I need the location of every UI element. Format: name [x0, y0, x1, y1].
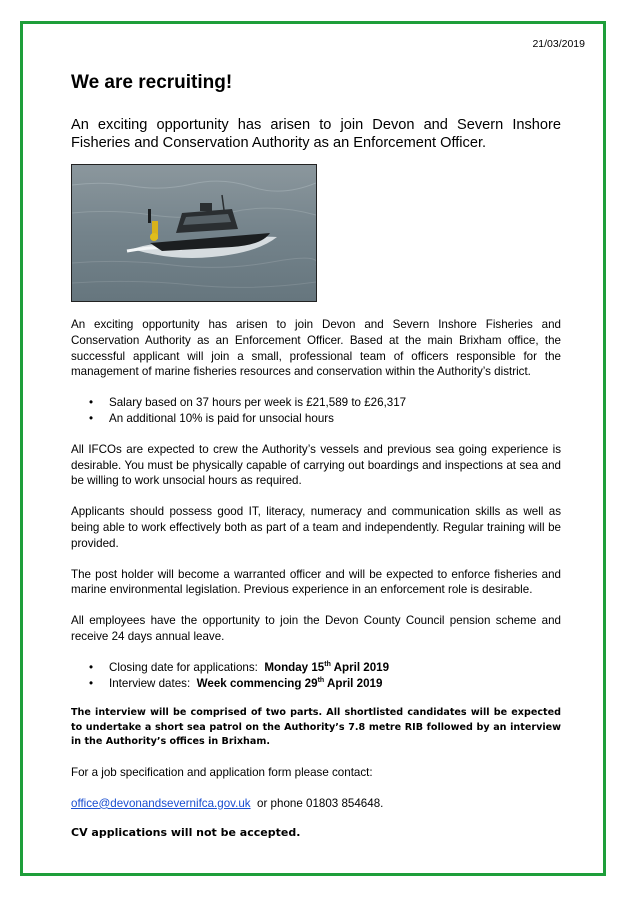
contact-email-link[interactable]: office@devonandsevernifca.gov.uk: [71, 796, 251, 810]
page-title: We are recruiting!: [71, 72, 233, 93]
description-paragraph: An exciting opportunity has arisen to join Devon and Severn Inshore Fisheries and Conservation Authority as an Enforcement Officer. Based at the main Brixham office, the successful applicant will join a small, professional team of officers responsible for the management of marine fisheries resources and conservation within the Authority’s district.: [71, 318, 561, 379]
contact-intro: For a job specification and application form please contact:: [71, 765, 373, 779]
intro-text: An exciting opportunity has arisen to join Devon and Severn Inshore Fisheries and Conservation Authority as an Enforcement Officer.: [71, 117, 561, 151]
interview-date-label: Interview dates:: [109, 676, 191, 690]
cv-note: CV applications will not be accepted.: [71, 826, 301, 840]
interview-date-value: Week commencing 29th April 2019: [196, 676, 383, 690]
document-date: 21/03/2019: [532, 38, 585, 50]
contact-line: [71, 796, 561, 812]
list-item: • An additional 10% is paid for unsocial hours: [109, 411, 561, 427]
benefits-list: [71, 395, 561, 427]
contact-phone: or phone 01803 854648.: [257, 796, 384, 810]
list-item: • Salary based on 37 hours per week is £21,589 to £26,317: [109, 395, 561, 411]
closing-date-label: Closing date for applications:: [109, 660, 258, 674]
interview-date-item: [109, 676, 561, 692]
dates-list: [71, 660, 561, 692]
skills-paragraph: Applicants should possess good IT, literacy, numeracy and communication skills as well as being able to work effectively both as part of a team and independently. Regular training will be provided.: [71, 505, 561, 550]
interview-note: The interview will be comprised of two parts. All shortlisted candidates will be expected to undertake a short sea patrol on the Authority’s 7.8 metre RIB followed by an interview in the Authority’s offices in Brixham.: [71, 707, 561, 748]
closing-date-item: [109, 660, 561, 676]
pension-paragraph: All employees have the opportunity to join the Devon County Council pension scheme and receive 24 days annual leave.: [71, 614, 561, 643]
patrol-boat-photo: [71, 164, 317, 302]
closing-date-value: Monday 15th April 2019: [264, 660, 390, 674]
body-text: [71, 317, 561, 856]
warranted-officer-paragraph: The post holder will become a warranted officer and will be expected to enforce fisheries and marine environmental legislation. Previous experience in an enforcement role is desirable.: [71, 567, 561, 597]
requirements-paragraph: All IFCOs are expected to crew the Authority’s vessels and previous sea going experience is desirable. You must be physically capable of carrying out boardings and inspections at sea and be willing to work unsocial hours as required.: [71, 442, 561, 488]
